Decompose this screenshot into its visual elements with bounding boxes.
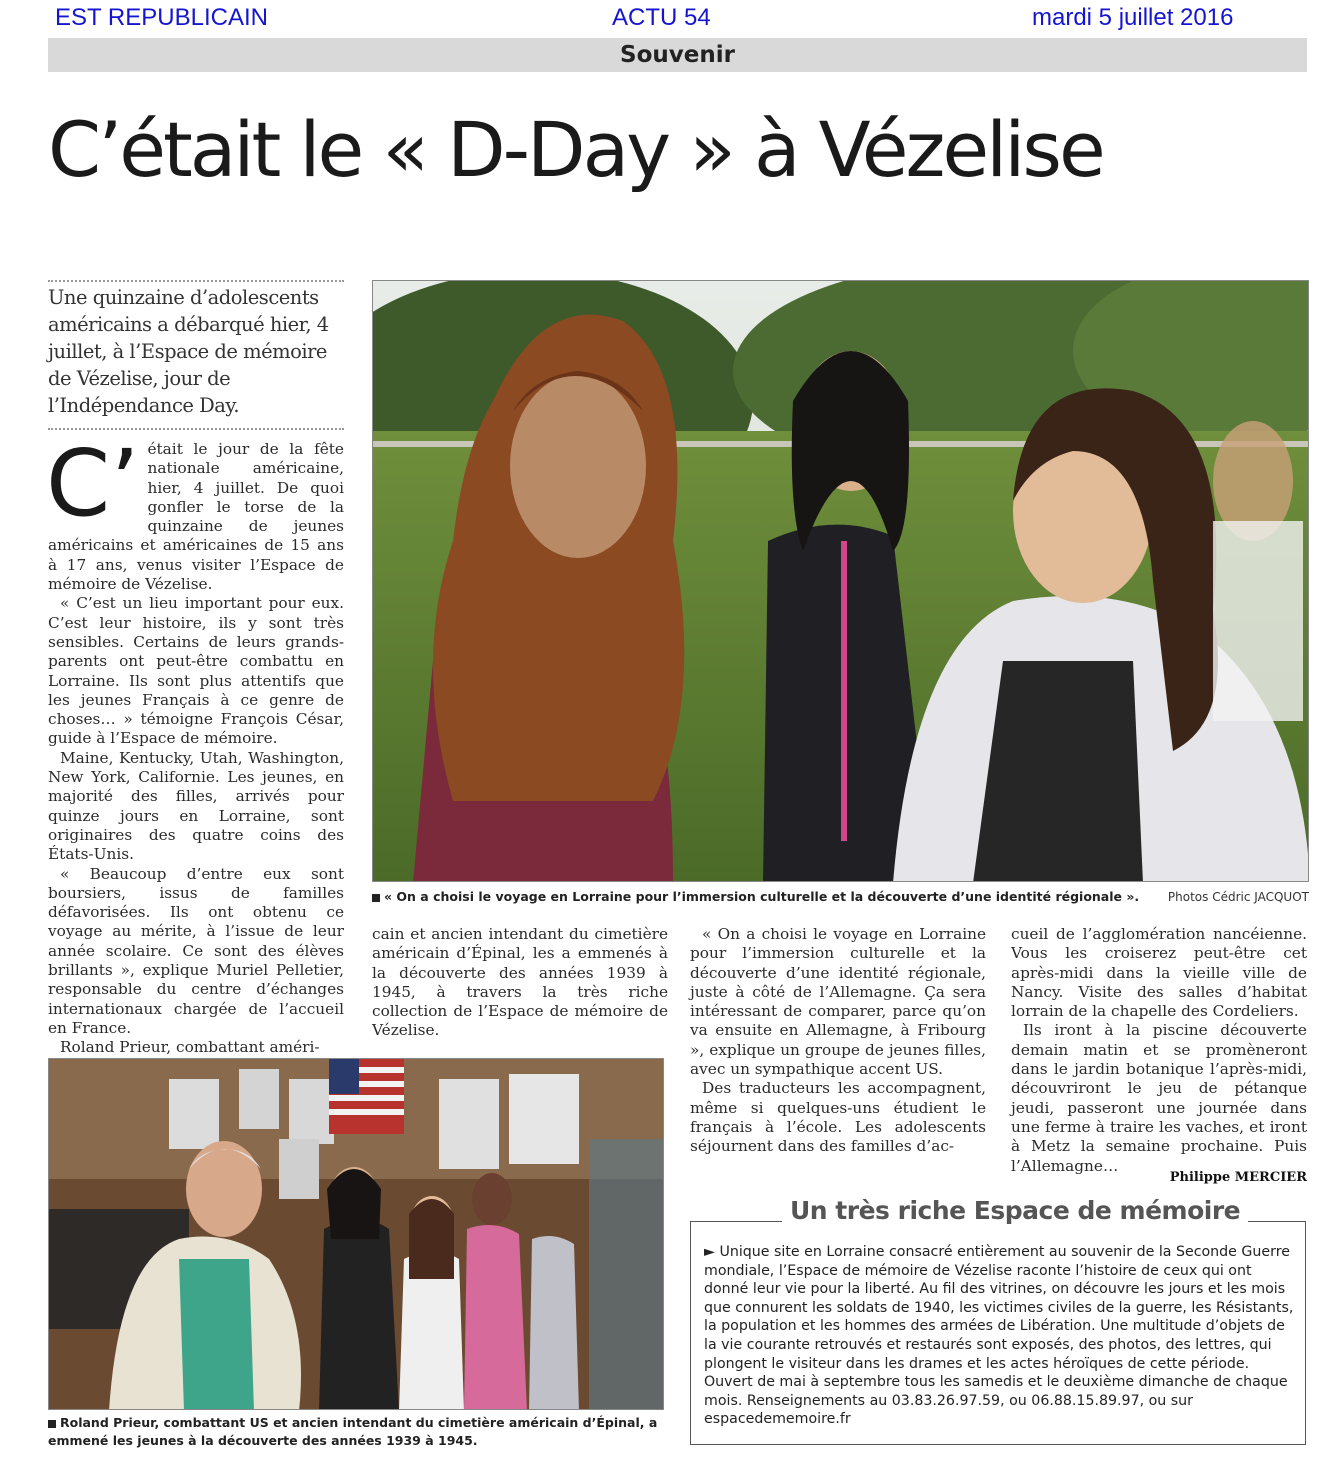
article-column-3 xyxy=(690,925,986,1157)
caption-bullet xyxy=(372,894,380,902)
paragraph: « Beaucoup d’entre eux sont boursiers, issus de familles défavorisées. Ils ont obtenu ce voyage au mérite, à l’issue de leur année scolaire. Ce sont des élèves brillants », explique Muriel Pelletier, responsable du centre d’échanges internationaux chargée de l’accueil en France. xyxy=(48,864,344,1037)
article-lead: Une quinzaine d’adolescents américains a débarqué hier, 4 juillet, à l’Espace de mémoire de Vézelise, jour de l’Indépendance Day. xyxy=(48,286,329,417)
photo-credit: Photos Cédric JACQUOT xyxy=(1167,890,1309,904)
secondary-photo-caption xyxy=(48,1414,664,1450)
sidebar-box-body xyxy=(704,1243,1294,1429)
paragraph: Ils iront à la piscine découverte demain matin et se promèneront dans le jardin botanique l’après-midi, découvriront le jeu de pétanque jeudi, passeront une journée dans une ferme à traire les vaches, et iront à Metz la semaine prochaine. Puis l’Allemagne… xyxy=(1011,1021,1307,1175)
section-code: ACTU 54 xyxy=(612,4,711,31)
paragraph: était le jour de la fête nationale américaine, hier, 4 juillet. De quoi gonfler le torse de la quinzaine de jeunes américains et américaines de 15 ans à 17 ans, venus visiter l’Espace de mémoire de Vézelise. xyxy=(48,440,344,594)
sidebar-box-title: Un très riche Espace de mémoire xyxy=(782,1196,1248,1225)
sidebar-box-text: Unique site en Lorraine consacré entièrement au souvenir de la Seconde Guerre mondiale, l’Espace de mémoire de Vézelise raconte l’histoire de ceux qui ont donné leur vie pour la liberté. Au fil des vitrines, on découvre les jours et les mois que connurent les soldats de 1940, les victimes civiles de la guerre, les Résistants, la population et les hommes des armées de Libération. Une multitude d’objets de la vie courante retrouvés et restaurés sont exposés, des photos, des lettres, qui plongent le visiteur dans les drames et les actes héroïques de cette période. Ouvert de mai à septembre tous les samedis et le deuxième dimanche de chaque mois. Renseignements au 03.83.26.97.59, ou 06.88.15.89.97, ou sur espacedememoire.fr xyxy=(704,1244,1294,1428)
paragraph: « C’est un lieu important pour eux. C’est leur histoire, ils y sont très sensibles. Certains de leurs grands-parents ont peut-être combattu en Lorraine. Ils sont plus attentifs que les jeunes Français à ce genre de choses… » témoigne François César, guide à l’Espace de mémoire. xyxy=(48,594,344,748)
author-signature: Philippe MERCIER xyxy=(1169,1170,1307,1185)
caption-text: Roland Prieur, combattant US et ancien intendant du cimetière américain d’Épinal, a emmené les jeunes à la découverte des années 1939 à 1945. xyxy=(48,1415,658,1448)
rubric-banner: Souvenir xyxy=(48,38,1307,72)
paragraph: Des traducteurs les accompagnent, même si quelques-uns étudient le français à l’école. Les adolescents séjournent dans des familles d’ac- xyxy=(690,1079,986,1156)
divider xyxy=(48,280,344,282)
secondary-photo xyxy=(48,1058,664,1410)
paragraph: cueil de l’agglomération nancéienne. Vous les croiserez peut-être cet après-midi dans la vieille ville de Nancy. Visite des salles d’habitat lorrain de la chapelle des Cordeliers. xyxy=(1011,925,1307,1021)
bullet-arrow-icon: ► xyxy=(704,1244,715,1260)
article-column-2 xyxy=(372,925,668,1041)
article-headline: C’était le « D-Day » à Vézelise xyxy=(48,105,1103,194)
caption-bullet xyxy=(48,1420,56,1428)
article-column-1 xyxy=(46,430,344,1058)
article-column-4 xyxy=(1011,925,1307,1176)
paragraph: cain et ancien intendant du cimetière américain d’Épinal, les a emmenés à la découverte des années 1939 à 1945, à travers la très riche collection de l’Espace de mémoire de Vézelise. xyxy=(372,925,668,1040)
publication-date: mardi 5 juillet 2016 xyxy=(1032,4,1234,31)
publication-name: EST REPUBLICAIN xyxy=(55,4,268,31)
paragraph: Roland Prieur, combattant améri- xyxy=(60,1038,320,1057)
paragraph: Maine, Kentucky, Utah, Washington, New York, Californie. Les jeunes, en majorité des filles, arrivés pour quinze jours en Lorraine, sont originaires des quatre coins des États-Unis. xyxy=(48,748,344,864)
dropcap: C’ xyxy=(46,430,140,537)
paragraph: « On a choisi le voyage en Lorraine pour l’immersion culturelle et la découverte d’une identité régionale, juste à côté de l’Allemagne. Ça sera intéressant de comparer, parce qu’on va ensuite en Allemagne, à Fribourg », explique un groupe de jeunes filles, avec un sympathique accent US. xyxy=(690,925,986,1079)
caption-text: « On a choisi le voyage en Lorraine pour l’immersion culturelle et la découverte d’une identité régionale ». xyxy=(384,889,1140,904)
main-photo-caption xyxy=(372,888,1309,906)
main-photo xyxy=(372,280,1309,882)
